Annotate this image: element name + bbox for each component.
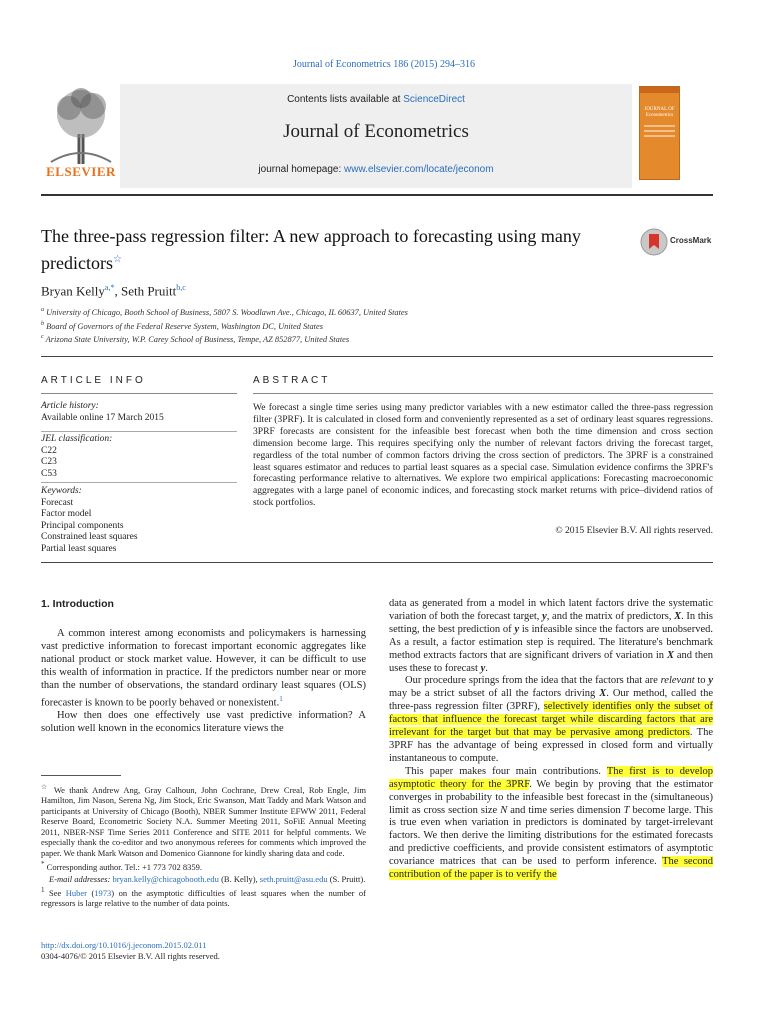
homepage-link[interactable]: www.elsevier.com/locate/jeconom: [344, 164, 494, 175]
footnote-1-text: ) on the asymptotic difficulties of least squares when the number of regressors is large relative to the number of data points.: [41, 887, 366, 909]
symbol-y: y: [480, 662, 486, 674]
cover-title-line2: Econometrics: [645, 113, 674, 118]
doi-link[interactable]: http://dx.doi.org/10.1016/j.jeconom.2015.02.011: [41, 940, 207, 950]
homepage-prefix: journal homepage:: [258, 164, 345, 175]
jel-code: C53: [41, 468, 57, 479]
keyword: Factor model: [41, 509, 92, 519]
cover-line: [644, 130, 675, 132]
highlight-second-contribution: The second contribution of the paper is to verify the: [389, 856, 713, 881]
contents-prefix: Contents lists available at: [287, 94, 404, 105]
footnote-mark: 1: [41, 886, 45, 895]
highlight-selective-identification: selectively identifies only the subset of factors that influence the forecast target while discarding factors that are irrelevant for the target but that may be pervasive among predictors: [389, 701, 713, 739]
symbol-X: X: [674, 610, 682, 622]
footnote-1: [41, 885, 366, 909]
intro-paragraph-4: Our procedure springs from the idea that the factors that are relevant to y may be a strict subset of all the factors driving X. Our method, called the three-pass regression filter (3PRF), selectively identifies only the subset of factors that influence the forecast target while discarding factors that are irrelevant for the target but that may be pervasive among predictors. The 3PRF has the advantage of being expressed in closed form and virtually instantaneous to compute.: [389, 675, 714, 764]
keywords-label: Keywords:: [41, 486, 82, 496]
abstract-bottom-rule: [41, 562, 713, 563]
affiliation-mark: c: [41, 334, 44, 340]
footnote-thanks: [41, 782, 366, 858]
affiliation-mark: b: [41, 321, 44, 327]
keyword: Forecast: [41, 497, 74, 508]
crossmark-icon: [640, 228, 668, 256]
article-info-rule: [41, 393, 237, 394]
symbol-X: X: [599, 688, 607, 700]
author-separator: ,: [114, 283, 121, 299]
left-column: [41, 628, 366, 736]
author-pruitt: Seth Pruitt: [120, 283, 177, 299]
cover-stripe: [640, 87, 679, 93]
keywords: [41, 486, 138, 555]
title-footnote-mark[interactable]: ☆: [112, 254, 122, 265]
huber-citation-link[interactable]: Huber: [65, 887, 87, 898]
abstract-rule: [253, 393, 713, 394]
footnote-rule: [41, 775, 121, 776]
email-kelly-link[interactable]: bryan.kelly@chicagobooth.edu: [112, 873, 219, 884]
history-value: Available online 17 March 2015: [41, 412, 164, 423]
affiliation-b: [41, 321, 323, 331]
keyword: Partial least squares: [41, 543, 117, 554]
cover-line: [644, 135, 675, 137]
jel-code: C23: [41, 457, 57, 467]
article-title: [41, 225, 631, 275]
email-kelly-name: (B. Kelly),: [218, 873, 260, 884]
affiliation-text: University of Chicago, Booth School of Business, 5807 S. Woodlawn Ave., Chicago, IL 60637, United States: [46, 307, 408, 317]
author-kelly-marks[interactable]: a,*: [104, 283, 115, 292]
crossmark-badge[interactable]: [640, 228, 716, 256]
jel-label: JEL classification:: [41, 434, 113, 444]
intro-paragraph-5: This paper makes four main contributions. The first is to develop asymptotic theory for the 3PRF. We begin by proving that the estimator converges in probability to the infeasible best forecast in the (simultaneous) limit as cross section size N and time series dimension T become large. This is true even when variation in predictors is dominated by target-irrelevant factors. We then derive the limiting distributions for the estimated forecasts and predictive coefficients, and provide consistent estimators of asymptotic covariance matrices that can be used to perform inference. The second contribution of the paper is to verify the: [389, 765, 714, 881]
abstract-heading: ABSTRACT: [253, 375, 331, 386]
elsevier-wordmark: ELSEVIER: [46, 164, 116, 179]
footnote-emails: [41, 874, 366, 885]
contents-line: [120, 94, 632, 105]
affiliation-rule: [41, 356, 713, 357]
doi-line: [41, 940, 366, 961]
cover-line: [644, 125, 675, 127]
symbol-X: X: [666, 649, 674, 661]
header-rule: [41, 194, 713, 196]
affiliation-text: Arizona State University, W.P. Carey School of Business, Tempe, AZ 852877, United States: [45, 334, 350, 344]
emphasis-relevant: relevant: [660, 675, 695, 687]
affiliation-mark: a: [41, 307, 44, 313]
article-history: [41, 401, 164, 424]
abstract-copyright: © 2015 Elsevier B.V. All rights reserved.: [555, 525, 713, 536]
footnote-1-text: See: [49, 887, 66, 898]
author-kelly: Bryan Kelly: [41, 283, 105, 299]
journal-title: Journal of Econometrics: [283, 121, 469, 142]
intro-paragraph-1: [41, 628, 366, 710]
footnote-thanks-text: We thank Andrew Ang, Gray Calhoun, John Cochrane, Drew Creal, Rob Engle, Jim Hamilton, Jim Nason, Serena Ng, Jim Stock, Eric Swanson, Matt Taddy and Mark Watson and participants at University of Chicago (Booth), NBER Summer Institute EFWW 2011, Federal Reserve Board, Econometric Society N.A. Summer Meeting 2011, SoFiE Annual Meeting 2011, NBER-NSF Time Series 2011 Conference and SITE 2011 for helpful comments. We especially thank the co-editor and two anonymous referees for comments which improved the paper. We thank Mark Watson and Domenico Giannone for kindly sharing data and code.: [41, 784, 366, 858]
abstract-text: We forecast a single time series using many predictor variables with a new estimator called the three-pass regression filter (3PRF). It is calculated in closed form and conveniently represented as a set of ordinary least squares regressions. 3PRF forecasts are consistent for the infeasible best forecast when both the time dimension and cross section dimension become large. This requires specifying only the number of relevant factors driving the forecast target, regardless of the total number of common factors driving the cross section of predictors. The 3PRF is a constrained least squares estimator and reduces to partial least squares as a special case. Simulation evidence confirms the 3PRF's forecasting performance relative to alternatives. We explore two empirical applications: Forecasting macroeconomic aggregates with a large panel of economic indices, and forecasting stock market returns with price–dividend ratios of stock portfolios.: [253, 402, 713, 509]
elsevier-tree-icon: [41, 84, 121, 166]
section-heading-introduction: 1. Introduction: [41, 598, 114, 610]
jel-classification: [41, 434, 112, 480]
history-label: Article history:: [41, 401, 99, 411]
symbol-y: y: [708, 675, 713, 687]
journal-cover[interactable]: [639, 86, 680, 180]
right-column: [389, 598, 713, 882]
journal-reference[interactable]: Journal of Econometrics 186 (2015) 294–316: [293, 59, 475, 70]
footnote-corresponding: [41, 859, 366, 872]
issn-copyright: 0304-4076/© 2015 Elsevier B.V. All rights reserved.: [41, 950, 220, 961]
symbol-y: y: [542, 610, 547, 622]
author-pruitt-marks[interactable]: b,c: [176, 283, 186, 292]
elsevier-logo: [41, 84, 121, 180]
symbol-T: T: [623, 804, 630, 816]
affiliation-c: [41, 334, 349, 344]
affiliation-text: Board of Governors of the Federal Reserve System, Washington DC, United States: [46, 321, 323, 331]
email-pruitt-link[interactable]: seth.pruitt@asu.edu: [259, 873, 328, 884]
footnote-ref-1[interactable]: 1: [279, 694, 283, 703]
author-line: [41, 283, 186, 299]
email-label: E-mail addresses:: [49, 873, 113, 884]
affiliation-a: [41, 307, 408, 317]
footnote-mark: ☆: [41, 783, 50, 791]
intro-p1-text: A common interest among economists and policymakers is harnessing vast predictive information to forecast important economic aggregates like national product or stock market value. However, it can be difficult to use this wealth of information in practice. If the predictors number near or more than the number of observations, the standard ordinary least squares (OLS) forecaster is known to be poorly behaved or nonexistent.: [41, 628, 366, 709]
keyword: Principal components: [41, 520, 124, 531]
jel-code: C22: [41, 445, 57, 456]
symbol-N: N: [500, 804, 508, 816]
footnote-mark: *: [41, 860, 45, 869]
footnotes: [41, 782, 366, 910]
footnote-1-text: (: [87, 887, 95, 898]
huber-year-link[interactable]: 1973: [94, 887, 112, 898]
cover-title-line1: JOURNAL OF: [644, 107, 675, 112]
intro-paragraph-2: How then does one effectively use vast predictive information? A solution well known in the economics literature views the: [41, 709, 366, 734]
article-info-heading: ARTICLE INFO: [41, 375, 146, 386]
symbol-y: y: [514, 623, 520, 635]
crossmark-label: CrossMark: [670, 236, 712, 245]
email-pruitt-name: (S. Pruitt).: [327, 873, 366, 884]
sciencedirect-link[interactable]: ScienceDirect: [403, 94, 465, 105]
article-info-divider: [41, 431, 237, 432]
homepage-line: [120, 164, 632, 175]
title-text: The three-pass regression filter: A new approach to forecasting using many predictors: [41, 226, 581, 273]
footnote-corr-text: Corresponding author. Tel.: +1 773 702 8359.: [46, 862, 203, 873]
article-info-divider: [41, 482, 237, 483]
highlight-first-contribution: The first is to develop asymptotic theory for the 3PRF: [389, 765, 713, 790]
keyword: Constrained least squares: [41, 532, 138, 542]
intro-paragraph-3: data as generated from a model in which latent factors drive the systematic variation of both the forecast target, y, and the matrix of predictors, X. In this setting, the best prediction of y is infeasible since the factors are unobserved. As a result, a factor estimation step is required. The literature's benchmark method extracts factors that are significant drivers of variation in X and then uses these to forecast y.: [389, 598, 713, 674]
